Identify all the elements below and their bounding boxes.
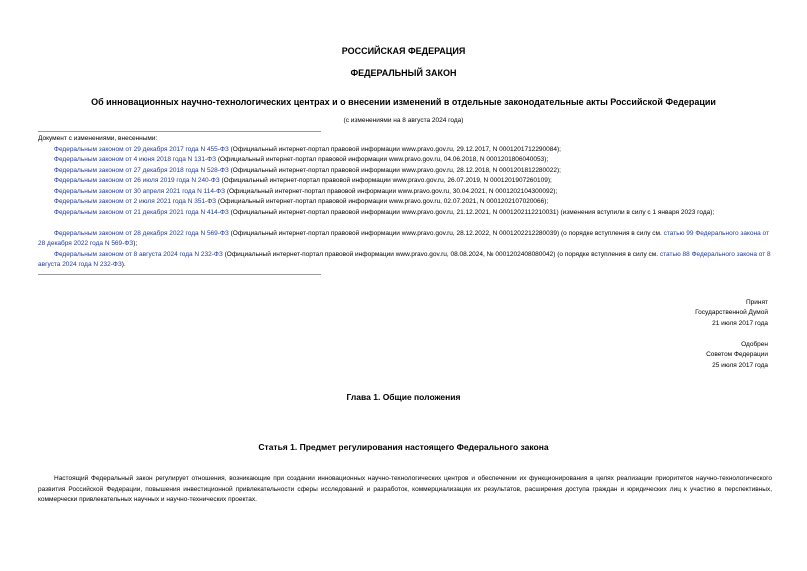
amendment-source: (Официальный интернет-портал правовой информации www.pravo.gov.ru, 28.12.2018, N 0001201812280022); bbox=[228, 166, 561, 174]
amendment-link[interactable]: Федеральным законом от 27 декабря 2018 года N 528-ФЗ bbox=[54, 166, 229, 174]
amendment-source: (Официальный интернет-портал правовой информации www.pravo.gov.ru, 04.06.2018, N 0001201806040053); bbox=[216, 156, 549, 163]
amendment-item bbox=[38, 208, 772, 218]
amendment-item bbox=[38, 176, 772, 186]
amendment-item bbox=[38, 229, 772, 250]
amendment-link[interactable]: Федеральным законом от 28 декабря 2022 года N 569-ФЗ bbox=[54, 229, 229, 237]
amendment-source: (Официальный интернет-портал правовой информации www.pravo.gov.ru, 21.12.2021, N 0001202112210031) (изменения вступили в силу с 1 января 2023 года); bbox=[228, 208, 715, 216]
council-approved-label: Одобрен bbox=[741, 341, 768, 348]
amendment-source: (Официальный интернет-портал правовой информации www.pravo.gov.ru, 02.07.2021, N 0001202107020066); bbox=[216, 198, 549, 205]
article-heading: Статья 1. Предмет регулирования настоящего Федерального закона bbox=[258, 442, 549, 452]
chapter-heading: Глава 1. Общие положения bbox=[346, 392, 461, 402]
doc-type-heading: ФЕДЕРАЛЬНЫЙ ЗАКОН bbox=[350, 68, 457, 78]
council-name: Советом Федерации bbox=[706, 351, 768, 359]
amendment-source: (Официальный интернет-портал правовой информации www.pravo.gov.ru, 28.12.2022, N 0001202212280039) (о порядке вступления в силу см. bbox=[228, 229, 664, 237]
article-paragraph: Настоящий Федеральный закон регулирует отношения, возникающие при создании инновационных научно-технологических центров и обеспечении их функционирования в целях реализации приоритетов научно-технологического развития Российской Федерации, повышения инвестиционной привлекательности сферы исследований и разработок, коммерциализации их результатов, расширения доступа граждан и юридических лиц к участию в перспективных, коммерчески привлекательных научных и научно-технических проектах. bbox=[38, 475, 772, 504]
amendment-tail: ); bbox=[133, 239, 138, 247]
amendment-link[interactable]: Федеральным законом от 30 апреля 2021 года N 114-ФЗ bbox=[54, 187, 226, 195]
law-title: Об инновационных научно-технологических центрах и о внесении изменений в отдельные законодательные акты Российской Федерации bbox=[91, 97, 716, 107]
duma-adoption-block bbox=[695, 298, 768, 329]
revision-note: (с изменениями на 8 августа 2024 года) bbox=[343, 117, 464, 124]
duma-name: Государственной Думой bbox=[695, 309, 768, 317]
amendments-top-divider bbox=[38, 131, 321, 132]
amendment-item bbox=[38, 155, 772, 165]
amendment-link[interactable]: Федеральным законом от 29 декабря 2017 года N 455-ФЗ bbox=[54, 145, 229, 153]
amendment-source: (Официальный интернет-портал правовой информации www.pravo.gov.ru, 08.08.2024, № 0001202408080042) (о порядке вступления в силу см. bbox=[222, 251, 660, 258]
amendment-link[interactable]: Федеральным законом от 21 декабря 2021 года N 414-ФЗ bbox=[54, 208, 229, 216]
amendment-item bbox=[38, 197, 772, 207]
council-approval-block bbox=[706, 340, 768, 371]
amendment-link[interactable]: Федеральным законом от 8 августа 2024 года N 232-ФЗ bbox=[54, 251, 223, 258]
amendment-item bbox=[38, 250, 772, 271]
amendment-source: (Официальный интернет-портал правовой информации www.pravo.gov.ru, 26.07.2019, N 0001201907260109); bbox=[219, 177, 552, 184]
amendment-link[interactable]: Федеральным законом от 26 июля 2019 года N 240-ФЗ bbox=[54, 177, 220, 184]
amendments-bottom-divider bbox=[38, 274, 321, 275]
amendment-link[interactable]: Федеральным законом от 4 июня 2018 года N 131-ФЗ bbox=[54, 156, 217, 163]
duma-date: 21 июля 2017 года bbox=[712, 319, 768, 327]
amendment-item bbox=[38, 166, 772, 176]
effective-date-link[interactable]: статью 88 Федерального закона от 8 августа 2024 года N 232-ФЗ bbox=[38, 251, 771, 269]
amendment-link[interactable]: Федеральным законом от 2 июля 2021 года N 351-ФЗ bbox=[54, 198, 217, 205]
effective-date-link[interactable]: статью 99 Федерального закона от 28 декабря 2022 года N 569-ФЗ bbox=[38, 229, 770, 247]
duma-adopted-label: Принят bbox=[745, 299, 768, 306]
amendment-item bbox=[38, 145, 772, 155]
amendment-source: (Официальный интернет-портал правовой информации www.pravo.gov.ru, 29.12.2017, N 0001201712290084); bbox=[228, 145, 561, 153]
amendment-source: (Официальный интернет-портал правовой информации www.pravo.gov.ru, 30.04.2021, N 0001202104300092); bbox=[225, 187, 558, 195]
amendments-intro: Документ с изменениями, внесенными: bbox=[38, 135, 158, 142]
amendment-tail: ). bbox=[121, 261, 126, 269]
council-date: 25 июля 2017 года bbox=[712, 361, 768, 369]
amendment-item bbox=[38, 187, 772, 197]
country-heading: РОССИЙСКАЯ ФЕДЕРАЦИЯ bbox=[341, 46, 466, 56]
